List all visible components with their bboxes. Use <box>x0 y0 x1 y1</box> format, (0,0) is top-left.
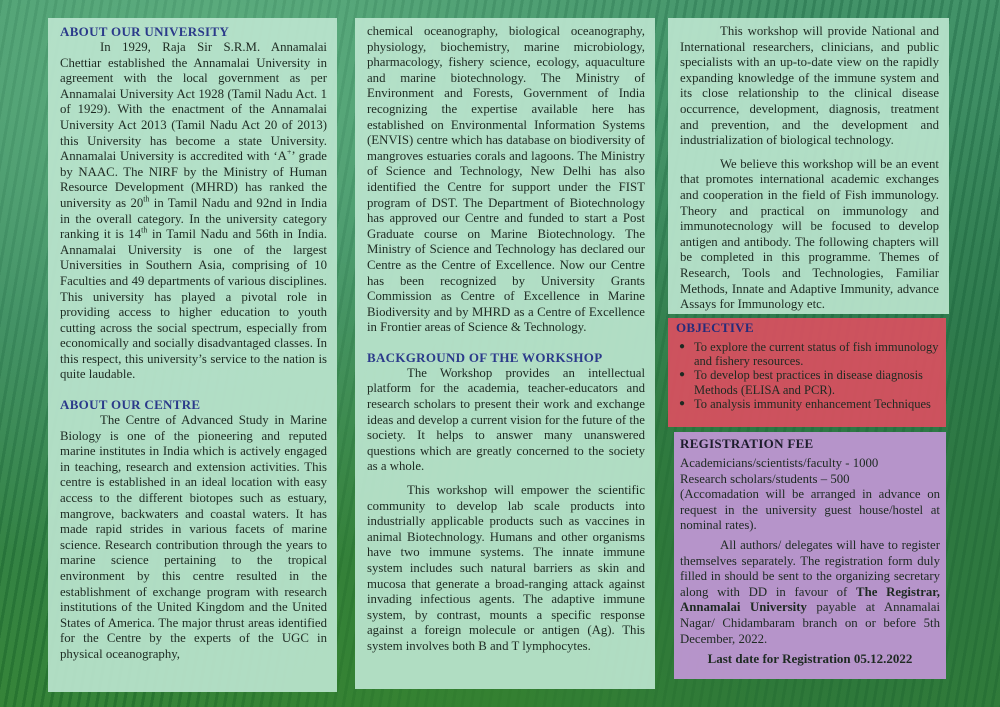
about-university-text-a: In 1929, Raja Sir S.R.M. Annamalai Chettiar established the Annamalai University in agreement with the local government as per Annamalai University Act 1928 (Tamil Nadu Act. 1 of 1929). With the enactment of the Annamalai University Act 2013 (Tamil Nadu Act 20 of 2013) this University has become a state University. Annamalai University is accredited with ‘A <box>60 40 327 164</box>
objective-panel <box>668 318 946 427</box>
objective-list <box>676 340 940 411</box>
fee-scholars: Research scholars/students – 500 <box>680 471 850 486</box>
about-university-panel <box>48 18 337 692</box>
about-centre-text: The Centre of Advanced Study in Marine Biology is one of the pioneering and reputed marine institutes in India which is actively engaged in teaching, research and extension activities. This centre is established in an ideal location with easy access to the different biotopes such as estuary, mangrove, backwaters and coastal waters. It has made rapid strides in various facets of marine science. Research contribution through the years to marine science pertaining to the tropical environment by this centre resulted in the establishment of exchange program with research institutions of the United Kingdom and the United States of America. The major thrust areas identified for the Centre by the experts of the UGC in physical oceanography, <box>60 413 327 661</box>
fee-academicians: Academicians/scientists/faculty - 1000 <box>680 456 879 470</box>
objective-item: ● To explore the current status of fish immunology and fishery resources. <box>676 340 940 368</box>
about-university-text-c: in Tamil Nadu and 92nd in India in the overall category. In the university category ranking it is 14 <box>60 195 327 242</box>
registration-instructions-b: payable at Annamalai Nagar/ Chidambaram branch on or before 5th December, 2022. <box>680 600 941 646</box>
background-para-2: This workshop will empower the scientific community to develop lab scale products into industrially applicable products such as vaccines in animal Biotechnology. Humans and other organisms have two immune systems. The innate immune system includes such natural barriers as skin and mucosa that generate a broad-ranging attack against invading infectious agents. The adaptive immune system, by contrast, mounts a specific response against a foreign molecule or antigen (Ag). This system involves both B and T lymphocytes. <box>367 483 645 653</box>
ordinal-sup: th <box>141 225 148 235</box>
registration-instructions-a: All authors/ delegates will have to register themselves separately. The registration form duly filled in should be sent to the organizing secretary along with DD in favour of <box>680 537 940 599</box>
about-centre-heading: ABOUT OUR CENTRE <box>60 397 201 413</box>
registration-heading: REGISTRATION FEE <box>680 436 814 451</box>
accommodation-note: (Accomadation will be arranged in advance on request in the university guest house/hostel at nominal rates). <box>680 487 940 533</box>
objective-item: ● To analysis immunity enhancement Techniques <box>676 397 940 411</box>
about-university-text-d: in Tamil Nadu and 56th in India. Annamalai University is one of the largest Universities in Southern Asia, comprising of 10 Faculties and 49 departments of various disciplines. This university has played a pivotal role in providing access to higher education to youth cutting across the social spectrum, especially from economically and socially disadvantaged classes. In this respect, this university’s service to the nation is quite laudable. <box>60 227 327 382</box>
objective-heading: OBJECTIVE <box>676 320 754 335</box>
background-para-1: The Workshop provides an intellectual platform for the academia, teacher-educators and research scholars to present their work and exchange ideas and develop a current vision for the future of the society. It helps to answer many unanswered questions which are greatly concerned to the society as a whole. <box>367 365 645 474</box>
objective-item: ● To develop best practices in disease diagnosis Methods (ELISA and PCR). <box>676 368 940 396</box>
grade-plus-sup: + <box>286 147 292 157</box>
about-university-text-b: ’ grade by NAAC. The NIRF by the Ministry of Human Resource Development (MHRD) has ranked the university as 20 <box>60 149 327 210</box>
registration-panel <box>674 432 946 679</box>
about-centre-continued-text: chemical oceanography, biological oceanography, physiology, biochemistry, marine microbiology, pharmacology, fishery science, ecology, aquaculture and marine biotechnology. The Ministry of Environment and Forests, Government of India recognizing the expertise available here has established on Environmental Information Systems (ENVIS) centre which has database on biodiversity of mangroves estuaries corals and lagoons. The Ministry of Science and Technology, New Delhi has also identified the Centre for support under the FIST program of DST. The Department of Biotechnology has approved our Centre and funded to start a Post Graduate course on Marine Biotechnology. The Ministry of Science and Technology has declared our Centre as the Centre of Excellence. Now our Centre has been recognized by University Grants Commission as Centre of Excellence in Marine Biodiversity and by MHRD as a Centre of Excellence in Frontier areas of Science & Technology. <box>367 24 645 335</box>
ordinal-sup: th <box>143 194 150 204</box>
about-university-text <box>60 40 327 383</box>
registration-deadline: Last date for Registration 05.12.2022 <box>707 651 913 667</box>
background-heading: BACKGROUND OF THE WORKSHOP <box>367 349 603 365</box>
payee-name: The Registrar, Annamalai University <box>680 584 941 615</box>
about-university-heading: ABOUT OUR UNIVERSITY <box>60 24 230 39</box>
registration-instructions <box>680 538 940 647</box>
background-para-3: This workshop will provide National and International researchers, clinicians, and public specialists with an up-to-date view on the rapidly expanding knowledge of the immune system and its close relationship to the clinical disease occurrence, development, diagnosis, treatment and prevention, and the development and industrialization of biological technology. <box>680 24 939 148</box>
centre-background-panel <box>355 18 655 689</box>
workshop-details-panel <box>668 18 949 314</box>
background-para-4: We believe this workshop will be an event that promotes international academic exchanges and cooperation in the field of Fish immunology. Theory and practical on immunology and immunotecnology will be focused to develop antigen and antibody. The following chapters will be completed in this programme. Themes of Research, Tools and Technologies, Familiar Methods, Innate and Adaptive Immunity, advance Assays for Immunology etc. <box>680 156 939 312</box>
